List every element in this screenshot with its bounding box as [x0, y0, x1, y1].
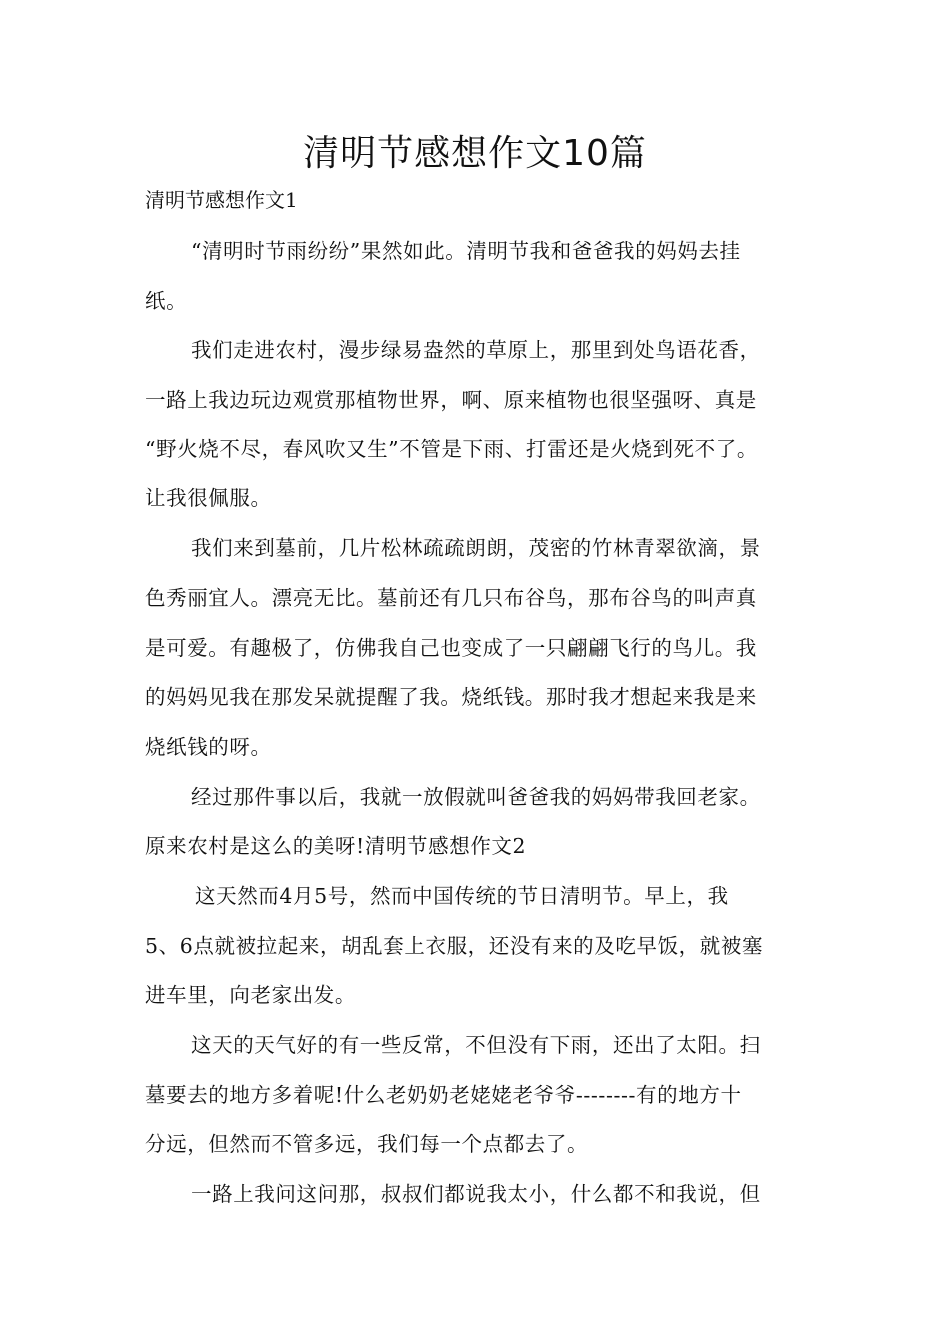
paragraph-line: 分远，但然而不管多远，我们每一个点都去了。: [145, 1132, 589, 1156]
section-heading-1: 清明节感想作文1: [145, 188, 298, 212]
paragraph-line: “野火烧不尽，春风吹又生”不管是下雨、打雷还是火烧到死不了。: [145, 437, 758, 461]
paragraph-line: 5、6点就被拉起来，胡乱套上衣服，还没有来的及吃早饭，就被塞: [145, 934, 764, 958]
paragraph-line: 原来农村是这么的美呀!清明节感想作文2: [145, 834, 527, 858]
document-title: 清明节感想作文10篇: [303, 133, 647, 174]
paragraph-line: 这天的天气好的有一些反常，不但没有下雨，还出了太阳。扫: [191, 1033, 761, 1057]
paragraph-line: 一路上我问这问那，叔叔们都说我太小，什么都不和我说，但: [191, 1182, 761, 1206]
paragraph-line: 的妈妈见我在那发呆就提醒了我。烧纸钱。那时我才想起来我是来: [145, 685, 757, 709]
paragraph-line: 经过那件事以后，我就一放假就叫爸爸我的妈妈带我回老家。: [191, 785, 761, 809]
paragraph-line: 进车里，向老家出发。: [145, 983, 356, 1007]
paragraph-line: 我们走进农村，漫步绿易盎然的草原上，那里到处鸟语花香，: [191, 338, 761, 362]
paragraph-line: 一路上我边玩边观赏那植物世界，啊、原来植物也很坚强呀、真是: [145, 388, 757, 412]
paragraph-line: 这天然而4月5号，然而中国传统的节日清明节。早上，我: [195, 884, 729, 908]
paragraph-line: 让我很佩服。: [145, 486, 272, 510]
paragraph-line: 烧纸钱的呀。: [145, 735, 272, 759]
paragraph-line: “清明时节雨纷纷”果然如此。清明节我和爸爸我的妈妈去挂: [191, 239, 741, 263]
paragraph-line: 纸。: [145, 289, 188, 313]
paragraph-line: 是可爱。有趣极了，仿佛我自己也变成了一只翩翩飞行的鸟儿。我: [145, 636, 757, 660]
paragraph-line: 墓要去的地方多着呢!什么老奶奶老姥姥老爷爷--------有的地方十: [145, 1083, 742, 1107]
paragraph-line: 我们来到墓前，几片松林疏疏朗朗，茂密的竹林青翠欲滴，景: [191, 536, 761, 560]
paragraph-line: 色秀丽宜人。漂亮无比。墓前还有几只布谷鸟，那布谷鸟的叫声真: [145, 586, 757, 610]
